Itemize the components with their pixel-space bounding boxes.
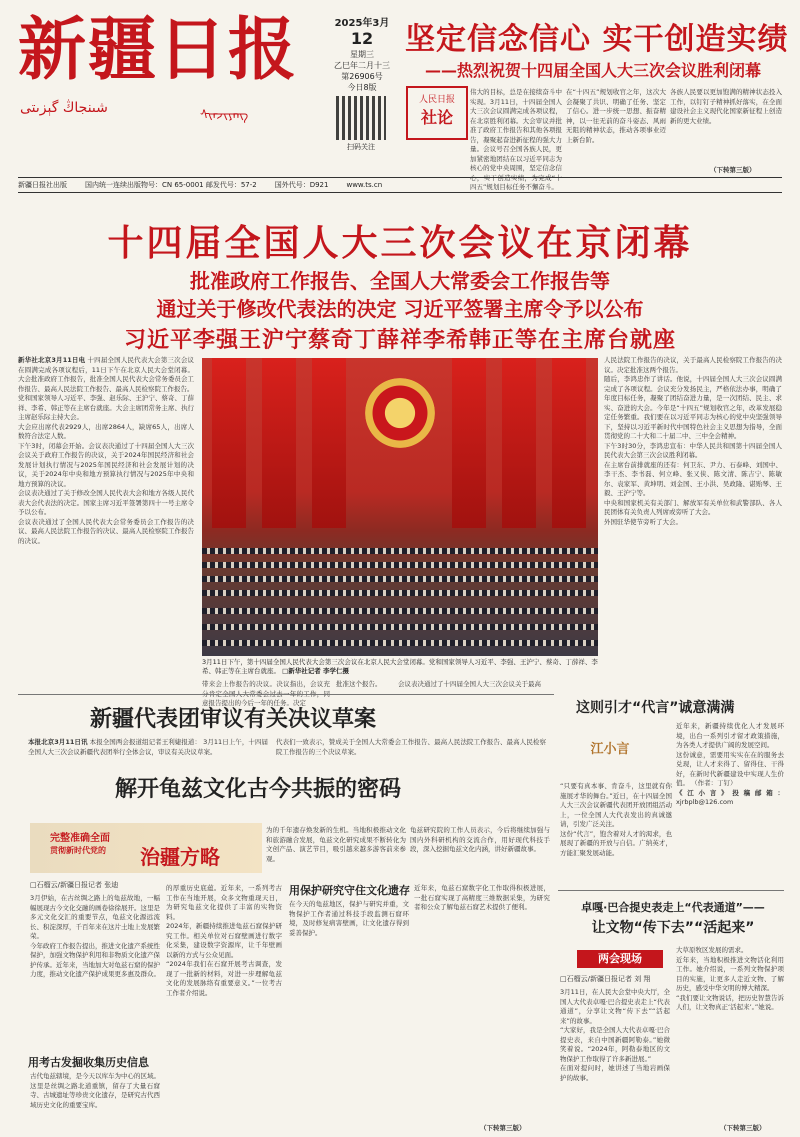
lead-p1: 十四届全国人民代表大会第三次会议在圆满完成各项议程后，11日下午在北京人民大会堂闭幕。大会批准政府工作报告，批准全国人民代表大会常务委员会工作报告、最高人民法院工作报告、最高人民检察院工作报告。 xyxy=(18,356,194,393)
editorial-source: 人民日报 xyxy=(418,95,455,105)
daiyan-p4: 这份诚意，需要用实实在在的服务去兑现，让人才来得了、留得住、干得好，在新时代新疆建设中实现人生价值。 xyxy=(676,750,784,787)
qiuci-mid-p3: “2024年我们在石窟开展考古调查，发现了一批新的材料，对进一步理解龟兹文化的发展脉络有重要意义。”一位考古工作者介绍说。 xyxy=(166,960,282,997)
zhuoma-r-p1: 大草原牧区发展的需求。 xyxy=(676,946,748,954)
qiuci-subhead: 用考古发掘收集历史信息 xyxy=(28,1056,149,1069)
date-issue: 第26906号 xyxy=(341,72,383,81)
qiuci-col-1 xyxy=(30,894,160,1044)
lead-right-p2: 随后，李鸿忠作了讲话。他说，十四届全国人大三次会议圆满完成了各项议程。会议充分发扬民主，严格依法办事，明确了年度目标任务，凝聚了团结奋进力量，是一次团结、民主、求实、奋进的大会。今年是“十四五”规划收官之年，改革发展稳定任务繁重。我们要在以习近平同志为核心的党中央坚强领导下，坚持以习近平新时代中国特色社会主义思想为指导，全面贯彻党的二十大和二十届二中、三中全会精神。 xyxy=(604,375,782,440)
daiyan-p3: 近年来，新疆持续优化人才发展环境，出台一系列引才留才政策措施，为各类人才提供广阔的发展空间。 xyxy=(676,722,784,749)
jiangxiaoyan-logo: 江小言 xyxy=(590,742,630,757)
photo-flag xyxy=(552,358,586,528)
daiyan-author: （作者：丁钉） xyxy=(691,779,737,787)
editorial-col-2: 在“十四五”规划收官之年，这次大会凝聚了共识、明确了任务、坚定了信心。进一步统一思想、振奋精神，以一往无前的奋斗姿态、风雨无阻的精神状态，推动各项事业迈上新台阶。 xyxy=(566,88,666,144)
national-emblem-icon xyxy=(365,378,435,448)
zhuoma-headline xyxy=(560,898,786,938)
lead-right-p4: 在主席台前排就座的还有：何卫东、尹力、石泰峰、刘国中、李干杰、李书磊、何立峰、张又侠、陈文清、陈吉宁、陈敏尔、袁家军、黄坤明、刘金国、王小洪、吴政隆、谌贻琴、王毅、王沪宁等。 xyxy=(604,460,782,497)
photo-caption-text: 3月11日下午，第十四届全国人民代表大会第三次会议在北京人民大会堂闭幕。党和国家领导人习近平、李强、王沪宁、蔡奇、丁薛祥、李希、韩正等在主席台就座。 xyxy=(202,658,598,675)
photo-flag xyxy=(312,358,346,528)
qiuci-banner xyxy=(30,823,262,873)
divider xyxy=(558,890,784,891)
lead-p6: 会议表决通过了全国人民代表大会常务委员会工作报告的决议、最高人民法院工作报告的决议、最高人民检察院工作报告的决议。 xyxy=(18,517,194,545)
zhuoma-continued: （下转第三版） xyxy=(720,1124,766,1132)
photo-row xyxy=(202,608,598,614)
qiuci-col-2 xyxy=(166,884,282,1132)
daiyan-headline: 这则引才“代言”诚意满满 xyxy=(576,700,735,716)
banner-text-2: 治疆方略 xyxy=(140,845,220,869)
lead-p4: 下午3时，闭幕会开始。会议表决通过了十四届全国人大三次会议关于政府工作报告的决议，关于2024年国民经济和社会发展计划执行情况与2025年国民经济和社会发展计划的决议，关于2024年中央和地方预算执行情况与2025年中央和地方预算的决议。 xyxy=(18,441,194,488)
zhuoma-p2: “大家好，我是全国人大代表卓嘎·巴合提史表，来自中国新疆阿勒泰。”她微笑着说。“2024年，阿勒泰地区的文物保护工作取得了许多新进展。” xyxy=(560,1026,670,1063)
photo-row xyxy=(202,548,598,554)
photo-row xyxy=(202,590,598,596)
lead-dateline: 新华社北京3月11日电 xyxy=(18,356,86,364)
lead-right-p5: 中央和国家机关有关部门、解放军有关单位和武警部队、各人民团体有关负责人列席或旁听了大会。 xyxy=(604,498,782,516)
zhuoma-p3: 在面对提问时，她讲述了当地岩画保护的故事。 xyxy=(560,1064,670,1082)
lead-mid-col-2: 批准这个报告。 xyxy=(336,680,382,688)
banner-text-1: 完整准确全面 xyxy=(50,833,110,844)
date-year-month: 2025年3月 xyxy=(334,18,390,29)
xj-p1: 3月11日上午，十四届全国人大三次会议新疆代表团举行全体会议，审议有关决议草案。 xyxy=(28,738,268,756)
lead-p2: 党和国家领导人习近平、李强、赵乐际、王沪宁、蔡奇、丁薛祥、李希、韩正等在主席台就座。大会主席团常务主席、执行主席赵乐际主持大会。 xyxy=(18,394,194,421)
daiyan-email-link[interactable]: xjrbplb@126.com xyxy=(676,798,734,806)
xj-byline: 本报北京3月11日讯 xyxy=(28,738,88,746)
xj-byline-2: 本报全国两会报道组记者王利婕报道： xyxy=(89,738,202,746)
qiuci-mid-p2: 2024年，新疆持续推进龟兹石窟保护研究工作。相关单位对石窟壁画进行数字化采集，建设数字资源库，让千年壁画以新的方式与公众见面。 xyxy=(166,922,282,959)
masthead-mongol: ᠰᠢᠨᠵᠢᠶᠠᠩ xyxy=(200,108,249,123)
main-headline: 十四届全国人大三次会议在京闭幕 xyxy=(107,223,693,264)
xj-delegation-headline: 新疆代表团审议有关决议草案 xyxy=(90,707,377,732)
editorial-col-3: 各族人民要以更加饱满的精神状态投入工作，以钉钉子精神抓好落实，在全面建设社会主义现代化国家新征程上创造新的更大业绩。 xyxy=(670,88,782,125)
date-weekday: 星期三 xyxy=(350,50,374,59)
qr-label: 扫码关注 xyxy=(347,143,375,151)
photo-flag xyxy=(502,358,536,528)
main-subhead-2: 通过关于修改代表法的决定 习近平签署主席令予以公布 xyxy=(156,297,644,321)
banner-text-3: 贯彻新时代党的 xyxy=(50,846,106,855)
photo-row xyxy=(202,640,598,646)
lead-mid-col-1: 带来会上作报告的决议。决议指出，会议充分肯定全国人大常委会过去一年的工作，同意报告提出的今后一年的任务。决定 xyxy=(202,680,330,707)
photo-caption xyxy=(202,658,598,676)
qiuci-byline: □石榴云/新疆日报记者 张迪 xyxy=(30,881,119,889)
editorial-badge xyxy=(406,86,468,140)
date-day: 12 xyxy=(350,29,374,48)
masthead-uyghur: شىنجاڭ گېزىتى xyxy=(20,100,108,116)
qiuci-col-4: 近年来，龟兹石窟数字化工作取得积极进展，一批石窟实现了高精度三维数据采集，为研究者和公众了解龟兹石窟艺术提供了便利。 xyxy=(414,884,550,911)
main-subhead-1: 批准政府工作报告、全国人大常委会工作报告等 xyxy=(190,269,610,293)
daiyan-p2: 这份“代言”，饱含着对人才的渴求，也展现了新疆的开放与自信。广纳英才，方能汇聚发展动能。 xyxy=(560,829,672,857)
publisher: 新疆日报社出版 xyxy=(18,181,67,189)
zhuoma-r-p2: 近年来，当地积极推进文物活化利用工作。她介绍说，一系列文物保护项目的实施，让更多人走近文物、了解历史，感受中华文明的博大精深。 xyxy=(676,955,784,992)
photo-row xyxy=(202,562,598,568)
date-lunar: 乙巳年二月十三 xyxy=(334,61,390,70)
lead-mid-col-3: 会议表决通过了十四届全国人大三次会议关于最高 xyxy=(398,680,541,688)
masthead-title: 新疆日报 xyxy=(18,10,299,90)
lianghui-badge: 两会现场 xyxy=(577,950,663,968)
zhuoma-p1: 3月11日，在人民大会堂中央大厅，全国人大代表卓嘎·巴合提史表走上“代表通道”，分享让文物“传下去”“活起来”的故事。 xyxy=(560,988,670,1025)
photo-flag xyxy=(452,358,486,528)
daiyan-p1: “只要有真本事、肯奋斗，这里就有你施展才华的舞台。”近日，在十四届全国人大三次会议新疆代表团开放团组活动上，一位全国人大代表发出的真诚邀请，引发广泛关注。 xyxy=(560,782,672,828)
qiuci-p2: 今年政府工作报告提出，推进文化遗产系统性保护，加强文物保护利用和非物质文化遗产保护传承。近年来，当地加大对龟兹石窟的保护力度，推动文化遗产保护成果更多惠及群众。 xyxy=(30,941,160,978)
editorial-label: 社论 xyxy=(420,108,453,127)
lead-p5: 会议表决通过了关于修改全国人民代表大会和地方各级人民代表大会代表法的决定。国家主席习近平签署第四十一号主席令予以公布。 xyxy=(18,489,194,516)
qiuci-continued: （下转第三版） xyxy=(480,1124,526,1132)
top-subheadline: ——热烈祝贺十四届全国人大三次会议胜利闭幕 xyxy=(425,61,762,80)
qr-code[interactable] xyxy=(336,96,386,140)
top-headline: 坚定信念信心 实干创造实绩 xyxy=(405,22,789,57)
lead-article-right xyxy=(604,356,782,688)
daiyan-email-label: 《江小言》投稿邮箱： xyxy=(676,788,784,797)
qiuci-col-top-mid: 为的千年遗存焕发新的生机。当地积极推动文化和旅游融合发展，龟兹文化研究成果不断转化为文创产品、演艺节目，吸引越来越多游客前来参观。 xyxy=(266,826,406,863)
lead-article-left xyxy=(18,356,194,686)
photo-row xyxy=(202,576,598,582)
qiuci-mid-p1: 的厚重历史底蕴。近年来，一系列考古工作在当地开展，众多文物重现天日，为研究龟兹文化提供了丰富的实物资料。 xyxy=(166,884,282,921)
divider xyxy=(18,694,554,695)
qiuci-col-1b: 古代龟兹辖境，是今天以库车为中心的区域。这里是丝绸之路北道重镇，留存了大量石窟寺、古城遗址等珍贵文化遗存，是研究古代西域历史文化的重要宝库。 xyxy=(30,1072,160,1109)
qiuci-col-3: 在今天的龟兹地区，保护与研究并重，文物保护工作者通过科技手段监测石窟环境，及时修复病害壁画，让文化遗存得到妥善保护。 xyxy=(289,900,409,937)
qiuci-subhead-2: 用保护研究守住文化遗存 xyxy=(289,884,410,897)
xj-delegation-col-1 xyxy=(28,738,268,762)
main-subhead-3: 习近平李强王沪宁蔡奇丁薛祥李希韩正等在主席台就座 xyxy=(123,328,676,353)
zhuoma-headline-line1: 卓嘎·巴合提史表走上“代表通道”—— xyxy=(581,901,765,914)
zhuoma-col-1 xyxy=(560,988,670,1134)
zhuoma-byline: □石榴云/新疆日报记者 刘 翔 xyxy=(560,975,651,983)
photo-flag xyxy=(262,358,296,528)
editorial-col-1: 伟大的目标，总是在接续奋斗中实现。3月11日，十四届全国人大三次会议圆满完成各项议程，在北京胜利闭幕。大会审议并批准了政府工作报告和其他各项报告，凝聚起奋进新征程的强大力量。会议号召全国各族人民，更加紧密地团结在以习近平同志为核心的党中央周围，坚定信念信心，实干创造实绩，为完成“十四五”规划目标任务不懈奋斗。 xyxy=(470,88,562,191)
editorial-continued: （下转第三版） xyxy=(710,166,756,174)
lead-p3: 大会应出席代表2929人，出席2864人，缺席65人，出席人数符合法定人数。 xyxy=(18,422,194,440)
zhuoma-r-p3: “我们要让文物说话，把历史智慧告诉人们，让文物真正‘活起来’。”她说。 xyxy=(676,993,784,1011)
xj-delegation-col-2: 代表们一致表示，赞成关于全国人大常委会工作报告、最高人民法院工作报告、最高人民检察院工作报告的三个决议草案。 xyxy=(276,738,546,756)
date-block xyxy=(332,18,392,93)
photo-flag xyxy=(212,358,246,528)
photo-credit: □新华社记者 李学仁摄 xyxy=(282,667,349,675)
main-photo xyxy=(202,358,598,656)
zhuoma-headline-line2: 让文物“传下去”“活起来” xyxy=(591,920,755,936)
lead-right-p1: 人民法院工作报告的决议，关于最高人民检察院工作报告的决议。决定批准这两个报告。 xyxy=(604,356,782,374)
lead-right-p3: 下午3时30分，李鸿忠宣布：中华人民共和国第十四届全国人民代表大会第三次会议胜利闭幕。 xyxy=(604,441,782,459)
daiyan-col-1 xyxy=(560,782,672,890)
cn-number: 国内统一连续出版物号：CN 65-0001 邮发代号：57-2 xyxy=(85,181,257,189)
qiuci-p1: 3月伊始，在古丝绸之路上的龟兹故地，一幅幅展现古今文化交融的画卷徐徐展开。这里是多元文化交汇的重要节点，龟兹文化源远流长、积淀深厚，千百年来在这片土地上发展繁荣。 xyxy=(30,894,160,940)
foreign-code: 国外代号：D921 xyxy=(274,181,329,189)
publication-info-bar xyxy=(18,177,782,193)
lead-right-p6: 外国驻华使节旁听了大会。 xyxy=(604,517,682,526)
zhuoma-col-2 xyxy=(676,946,784,1124)
qiuci-headline: 解开龟兹文化古今共振的密码 xyxy=(115,777,402,802)
daiyan-col-2 xyxy=(676,722,784,872)
photo-row xyxy=(202,624,598,630)
qiuci-col-top-right: 龟兹研究院的工作人员表示，今后将继续加强与国内外科研机构的交流合作，用好现代科技手段，深入挖掘龟兹文化内涵，讲好新疆故事。 xyxy=(410,826,550,853)
website-link[interactable]: www.ts.cn xyxy=(346,181,383,189)
date-pages: 今日8版 xyxy=(347,83,377,92)
